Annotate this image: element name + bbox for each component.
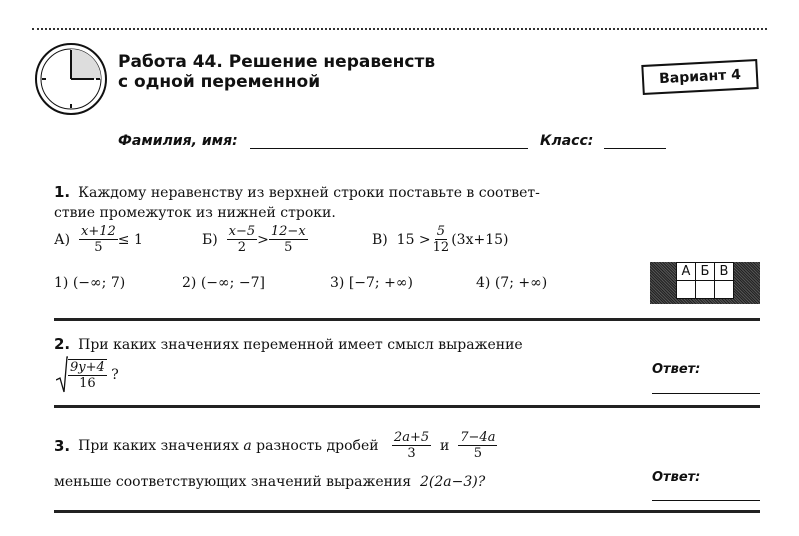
task2-answer-field[interactable] (652, 393, 760, 394)
interval-2: 2) (−∞; −7] (182, 275, 265, 291)
task3-text-line2: меньше соответствующих значений выражения 2(2a−3)? (54, 474, 486, 490)
task2-text: 2. При каких значениях переменной имеет смысл выражение (54, 335, 523, 353)
separator (54, 405, 760, 408)
task2-answer-label: Ответ: (652, 362, 701, 377)
task1-option-c: В) 15 > $\frac{5}{12}$ (3x+15) (372, 224, 509, 255)
task3-answer-label: Ответ: (652, 470, 701, 485)
separator (54, 510, 760, 513)
task3-text: 3. При каких значениях a разность дробей $\frac{2a+5}{3}$ и $\frac{7-4a}{5}$ (54, 430, 496, 461)
grid-cell-c[interactable] (715, 281, 734, 299)
grid-header-c: В (715, 263, 734, 281)
clock-icon (34, 42, 108, 116)
task2-expression: $\frac{9y+4}{16}$ ? (56, 356, 119, 394)
grid-header-a: А (677, 263, 696, 281)
top-dotted-rule (32, 28, 767, 30)
grid-cell-b[interactable] (696, 281, 715, 299)
variant-badge: Вариант 4 (641, 59, 758, 95)
task1-option-a: А) $\frac{x+12}{5}$ ≤ 1 (54, 224, 143, 255)
task1-text: 1. Каждому неравенству из верхней строки поставьте в соответ- ствие промежуток из нижней строки. (54, 183, 540, 221)
grid-header-b: Б (696, 263, 715, 281)
interval-3: 3) [−7; +∞) (330, 275, 413, 291)
task3-answer-field[interactable] (652, 500, 760, 501)
grid-cell-a[interactable] (677, 281, 696, 299)
answer-grid (650, 262, 760, 304)
name-label: Фамилия, имя: (118, 133, 238, 149)
interval-4: 4) (7; +∞) (476, 275, 548, 291)
name-field[interactable] (250, 148, 528, 149)
sqrt-sign (56, 356, 68, 394)
interval-1: 1) (−∞; 7) (54, 275, 126, 291)
page-title: Работа 44. Решение неравенств с одной переменной (118, 52, 436, 92)
class-label: Класс: (540, 133, 594, 149)
class-field[interactable] (604, 148, 666, 149)
separator (54, 318, 760, 321)
task1-option-b: Б) $\frac{x-5}{2}$ > $\frac{12-x}{5}$ (202, 224, 306, 255)
